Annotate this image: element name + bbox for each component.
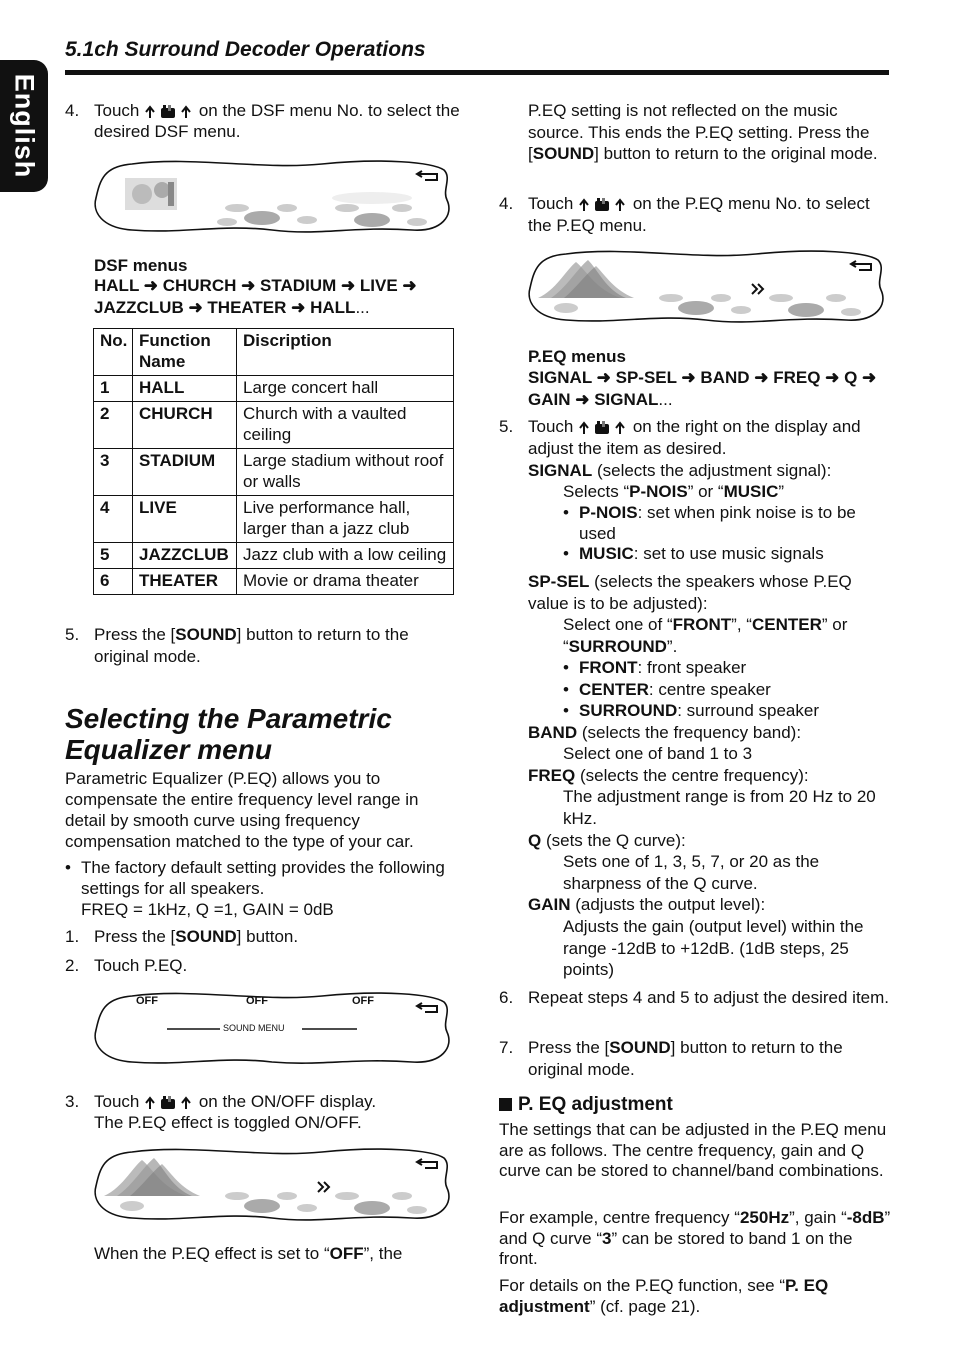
table-row: 3 STADIUM Large stadium without roof or walls	[94, 449, 454, 496]
spsel-item: SP-SEL (selects the speakers whose P.EQ value is to be adjusted):	[528, 572, 852, 613]
spsel-bullet-surround: • SURROUND: surround speaker	[563, 701, 819, 720]
q-item: Q (sets the Q curve):	[528, 831, 686, 850]
peq-adjust-step-5: 5. Touch on the right on the display and adjust the item as desired.	[499, 417, 861, 458]
table-row: 5 JAZZCLUB Jazz club with a low ceiling	[94, 543, 454, 569]
when-off-continuation: P.EQ setting is not reflected on the music source. This ends the P.EQ setting. Press the [SOUND] button to return to the original mode.	[528, 101, 878, 163]
freq-value: The adjustment range is from 20 Hz to 20 kHz.	[563, 787, 876, 828]
language-tab	[0, 60, 48, 192]
header-function: Function Name	[133, 329, 237, 376]
peq-menu-step-4: 4. Touch on the P.EQ menu No. to select the P.EQ menu.	[499, 194, 870, 235]
dsf-screen-illustration	[92, 160, 452, 236]
dsf-menus-sequence: HALL ➜ CHURCH ➜ STADIUM ➜ LIVE ➜ JAZZCLUB ➜ THEATER ➜ HALL...	[94, 276, 417, 317]
touch-hand-arrows-icon	[578, 420, 628, 436]
peq-step-7: 7. Press the [SOUND] button to return to the original mode.	[499, 1038, 843, 1079]
dsf-table	[93, 328, 454, 595]
off-indicator[interactable]: OFF	[352, 995, 374, 1007]
dsf-step-4: 4. Touch on the DSF menu No. to select the desired DSF menu.	[65, 101, 460, 141]
table-row: 6 THEATER Movie or drama theater	[94, 569, 454, 595]
signal-bullet-pnois: • P-NOIS: set when pink noise is to be used	[563, 503, 856, 543]
dsf-step-5: 5. Press the [SOUND] button to return to the original mode.	[65, 625, 409, 666]
peq-step-6: 6. Repeat steps 4 and 5 to adjust the desired item.	[499, 988, 890, 1007]
sound-menu-screen-illustration	[92, 990, 452, 1066]
signal-item: SIGNAL (selects the adjustment signal):	[528, 461, 832, 480]
table-header-row	[94, 329, 454, 376]
freq-item: FREQ (selects the centre frequency):	[528, 766, 809, 785]
default-setting-bullet: • The factory default setting provides the following settings for all speakers. FREQ = 1kHz, Q =1, GAIN = 0dB	[65, 858, 445, 919]
peq-adjustment-heading: P. EQ adjustment	[499, 1094, 889, 1116]
header-no: No.	[94, 329, 133, 376]
table-row: 1 HALL Large concert hall	[94, 376, 454, 402]
peq-adjustment-para1: The settings that can be adjusted in the P.EQ menu are as follows. The centre frequency, gain and Q curve can be stored to channel/band combinations.	[499, 1120, 887, 1180]
gain-item: GAIN (adjusts the output level):	[528, 895, 766, 914]
page-header: 5.1ch Surround Decoder Operations	[65, 38, 426, 61]
peq-step-1: 1. Press the [SOUND] button.	[65, 927, 299, 946]
band-scene-image	[125, 178, 177, 210]
square-bullet-icon	[499, 1098, 512, 1111]
header-rule	[65, 70, 889, 75]
spsel-select: Select one of “FRONT”, “CENTER” or “SURROUND”.	[563, 615, 848, 656]
peq-adjustment-para3: For details on the P.EQ function, see “P. EQ adjustment” (cf. page 21).	[499, 1276, 829, 1316]
off-indicator[interactable]: OFF	[136, 995, 158, 1007]
header-description: Discription	[237, 329, 454, 376]
peq-menus-sequence: SIGNAL ➜ SP-SEL ➜ BAND ➜ FREQ ➜ Q ➜ GAIN ➜ SIGNAL...	[528, 368, 877, 409]
peq-adjustment-para2: For example, centre frequency “250Hz”, gain “-8dB” and Q curve “3” can be stored to band 1 on the front.	[499, 1208, 891, 1268]
section-title: Selecting the Parametric Equalizer menu	[65, 703, 392, 765]
off-indicator[interactable]: OFF	[246, 995, 268, 1007]
touch-hand-arrows-icon	[578, 197, 628, 213]
peq-menus-title: P.EQ menus	[528, 347, 626, 366]
dsf-menus-title: DSF menus	[94, 256, 188, 275]
signal-select: Selects “P-NOIS” or “MUSIC”	[563, 482, 785, 501]
spsel-bullet-front: • FRONT: front speaker	[563, 658, 747, 677]
peq-menu-screen-illustration	[526, 250, 886, 326]
gain-value: Adjusts the gain (output level) within the range -12dB to +12dB. (1dB steps, 25 points)	[563, 917, 864, 979]
when-off-text: When the P.EQ effect is set to “OFF”, the	[94, 1244, 403, 1263]
peq-step-2: 2. Touch P.EQ.	[65, 956, 188, 975]
peq-screen-illustration	[92, 1148, 452, 1224]
peq-intro: Parametric Equalizer (P.EQ) allows you to compensate the entire frequency level range in detail by smooth curve using frequency compensation matched to the type of your car.	[65, 769, 419, 851]
sound-menu-label: SOUND MENU	[223, 1023, 285, 1033]
band-item: BAND (selects the frequency band):	[528, 723, 802, 742]
touch-hand-arrows-icon	[144, 1095, 194, 1111]
spsel-bullet-center: • CENTER: centre speaker	[563, 680, 771, 699]
table-row: 2 CHURCH Church with a vaulted ceiling	[94, 402, 454, 449]
touch-hand-arrows-icon	[144, 104, 194, 120]
q-value: Sets one of 1, 3, 5, 7, or 20 as the sharpness of the Q curve.	[563, 852, 820, 893]
signal-bullet-music: • MUSIC: set to use music signals	[563, 544, 824, 563]
peq-step-3: 3. Touch on the ON/OFF display. The P.EQ effect is toggled ON/OFF.	[65, 1092, 377, 1132]
table-row: 4 LIVE Live performance hall, larger than a jazz club	[94, 496, 454, 543]
band-value: Select one of band 1 to 3	[563, 744, 753, 763]
language-tab-label: English	[9, 73, 40, 179]
